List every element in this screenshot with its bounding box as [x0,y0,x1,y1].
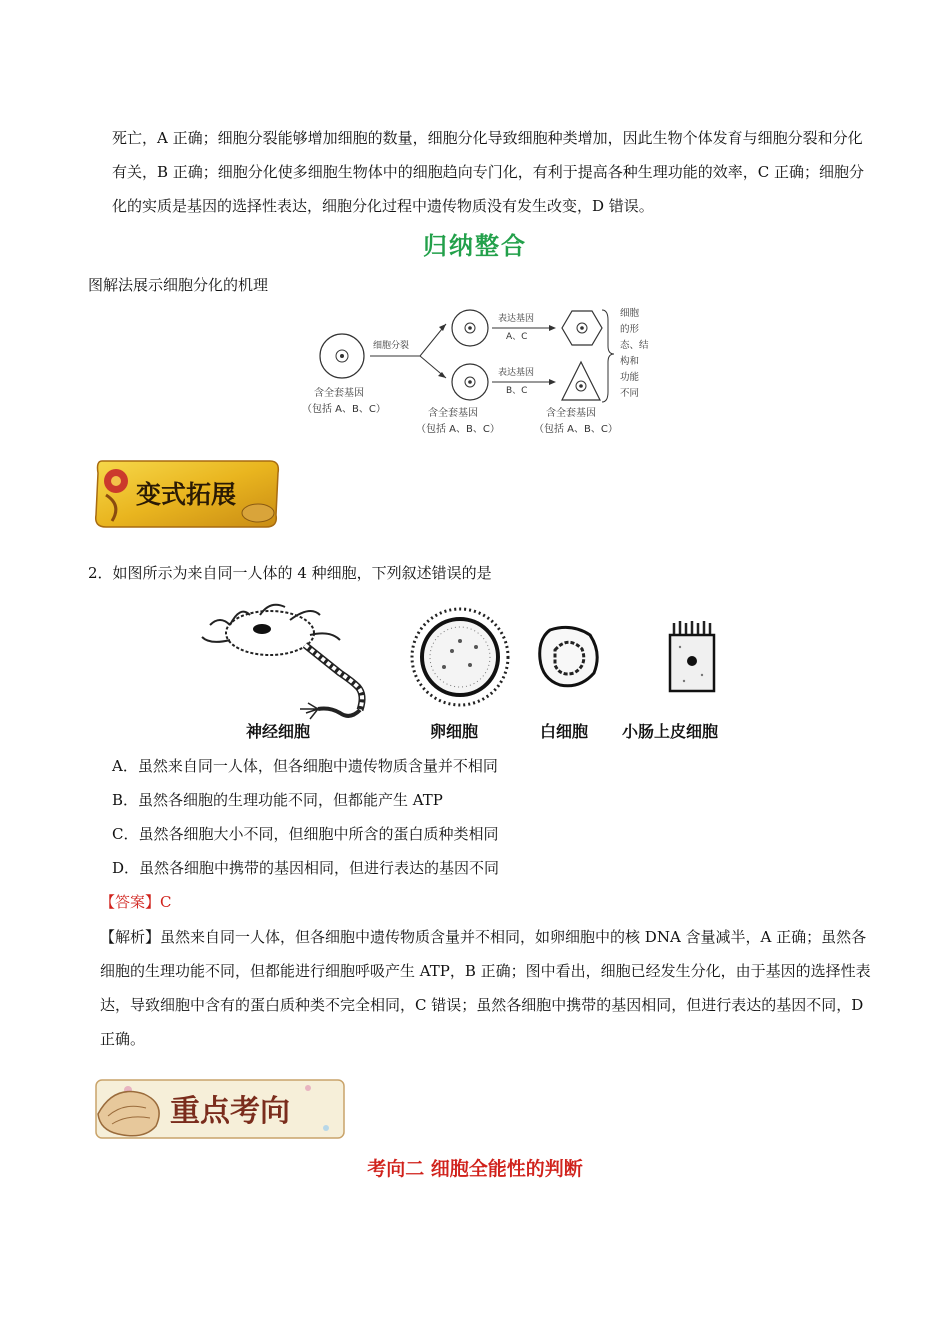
right-note-6: 不同 [620,388,640,399]
answer-value: C [160,893,172,911]
option-d: D．虽然各细胞中携带的基因相同，但进行表达的基因不同 [112,859,500,877]
answer-line [100,891,172,913]
right-note-1: 细胞 [620,308,640,319]
scroll-icon [242,504,274,522]
expr-top-label: 表达基因 [498,314,535,324]
white-blood-cell-illustration [540,627,597,685]
analysis-paragraph [100,920,872,1056]
intro-paragraph: 死亡，A 正确；细胞分裂能够增加细胞的数量，细胞分化导致细胞种类增加，因此生物个体发育与细胞分裂和分化有关，B 正确；细胞分化使多细胞生物体中的细胞趋向专门化，有利于提高各种生理功能的效率，C 正确；细胞分化的实质是基因的选择性表达，细胞分化过程中遗传物质没有发生改变，D 错误。 [112,129,865,215]
brace [602,310,614,402]
analysis-text: 虽然来自同一人体，但各细胞中遗传物质含量并不相同，如卵细胞中的核 DNA 含量减半，A 正确；虽然各细胞的生理功能不同，但都能进行细胞呼吸产生 ATP，B 正确；图中看出，细胞已经发生分化，由于基因的选择性表达，导致细胞中含有的蛋白质种类不完全相同，C 错误；虽然各细胞中携带的基因相同，但进行表达的基因不同，D 正确。 [100,928,871,1048]
section-heading: 考向二 细胞全能性的判断 [367,1158,583,1180]
expr-bottom-label: 表达基因 [498,368,535,378]
cell-label-wbc: 白细胞 [540,722,589,741]
option-c: C．虽然各细胞大小不同，但细胞中所含的蛋白质种类相同 [112,825,499,843]
cell-label-intestine: 小肠上皮细胞 [622,722,719,741]
gene-set-3: 含全套基因 [546,408,596,419]
gene-set-1: 含全套基因 [314,388,364,399]
cells-figure [190,595,760,745]
gene-set-2: 含全套基因 [428,408,478,419]
gene-include-2: （包括 A、B、C） [416,424,500,435]
right-note-4: 构和 [620,356,640,367]
question-text: 如图所示为来自同一人体的 4 种细胞，下列叙述错误的是 [112,564,492,582]
banner2-text: 重点考向 [170,1094,290,1129]
differentiation-diagram [300,298,660,448]
diagram-caption: 图解法展示细胞分化的机理 [88,276,269,294]
expr-bottom-genes: B、C [506,386,528,396]
option-a: A．虽然来自同一人体，但各细胞中遗传物质含量并不相同 [112,757,498,775]
gene-include-1: （包括 A、B、C） [302,404,386,415]
option-b: B．虽然各细胞的生理功能不同，但都能产生 ATP [112,791,443,809]
banner1-text: 变式拓展 [136,480,237,509]
gene-include-3: （包括 A、B、C） [534,424,618,435]
right-note-5: 功能 [620,372,640,383]
division-label: 细胞分裂 [373,341,410,351]
question-number: 2． [88,564,113,582]
question-stem [88,562,492,584]
answer-label: 【答案】 [100,893,161,911]
right-note-3: 态、结 [620,340,649,351]
egg-cell-illustration [412,609,508,705]
cell-label-egg: 卵细胞 [430,722,479,741]
neuron-illustration [202,605,362,719]
summary-title: 归纳整合 [423,232,527,260]
intestinal-cell-illustration [670,621,714,691]
analysis-label: 【解析】 [100,928,161,946]
banner-key-directions [88,1074,350,1144]
expr-top-genes: A、C [506,332,528,342]
banner-variant-expansion [88,455,284,533]
cell-label-neuron: 神经细胞 [246,722,311,741]
right-note-2: 的形 [620,324,640,335]
